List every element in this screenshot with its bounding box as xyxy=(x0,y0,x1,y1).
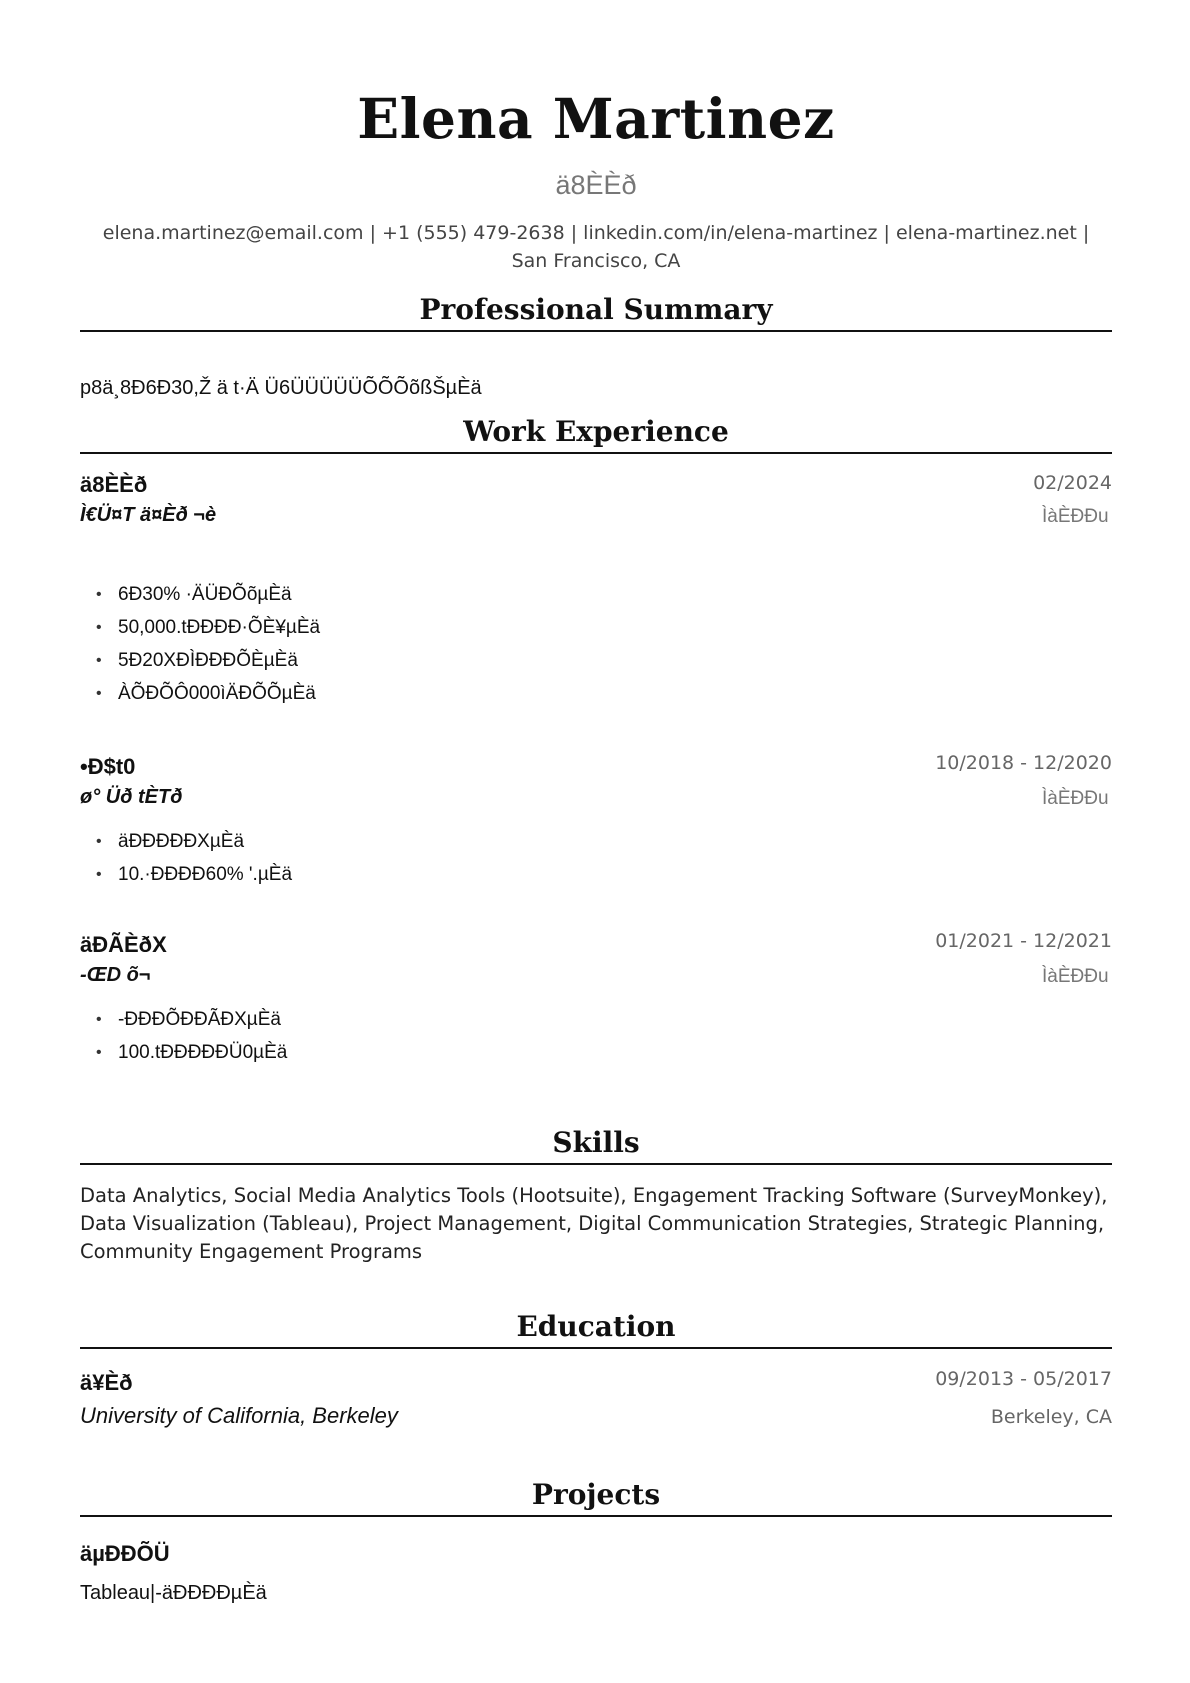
job-company: -ŒD õ¬ xyxy=(80,964,151,986)
project-title: äµÐÐÕÜ xyxy=(80,1541,170,1566)
job-company: ø° Üð tÈTð xyxy=(80,786,183,808)
section-title-education: Education xyxy=(516,1310,676,1343)
contact-line: elena.martinez@email.com | +1 (555) 479-2638 | linkedin.com/in/elena-martinez | elena-martinez.net | San Francisco, CA xyxy=(102,222,1090,272)
job-bullets xyxy=(96,1003,287,1069)
job-bullets xyxy=(96,578,320,710)
section-divider xyxy=(80,1347,1112,1349)
job-title: ä8ÈÈð xyxy=(80,472,148,497)
list-item: • 6Ð30% ·ÄÜÐÕõµÈä xyxy=(96,578,320,611)
job-company: Ì€Ü¤T ä¤Èð ¬è xyxy=(80,504,217,526)
job-location: ÌàÈÐÐu xyxy=(1042,506,1109,527)
section-title-experience: Work Experience xyxy=(463,415,729,448)
list-item: • 100.tÐÐÐÐÐÜ0µÈä xyxy=(96,1036,287,1069)
section-divider xyxy=(80,452,1112,454)
section-title-projects: Projects xyxy=(531,1478,661,1511)
job-location: ÌàÈÐÐu xyxy=(1042,788,1109,809)
list-item: • 10.·ÐÐÐÐ60% '.µÈä xyxy=(96,858,292,891)
education-school: University of California, Berkeley xyxy=(80,1403,398,1428)
section-title-summary: Professional Summary xyxy=(419,293,773,326)
section-divider xyxy=(80,1163,1112,1165)
job-bullets xyxy=(96,825,292,891)
education-date: 09/2013 - 05/2017 xyxy=(935,1368,1112,1390)
candidate-subtitle: ä8ÈÈð xyxy=(555,170,637,200)
section-divider xyxy=(80,330,1112,332)
education-degree: ä¥Èð xyxy=(80,1370,133,1395)
job-title: äÐÃÈðX xyxy=(80,932,167,957)
candidate-name: Elena Martinez xyxy=(357,86,835,151)
job-date: 01/2021 - 12/2021 xyxy=(935,930,1112,952)
education-location: Berkeley, CA xyxy=(990,1406,1112,1428)
job-date: 02/2024 xyxy=(1033,472,1112,494)
job-location: ÌàÈÐÐu xyxy=(1042,966,1109,987)
summary-text: p8ä¸8Ð6Ð30,Ž ä t·Ä Ü6ÜÜÜÜÜÕÕÕõßŠµÈä xyxy=(80,377,482,399)
list-item: • äÐÐÐÐÐXµÈä xyxy=(96,825,292,858)
section-title-skills: Skills xyxy=(552,1126,640,1159)
list-item: • -ÐÐÐÕÐÐÃÐXµÈä xyxy=(96,1003,287,1036)
job-title: •Ð$t0 xyxy=(80,754,136,779)
list-item: • 50,000.tÐÐÐÐ·ÕÈ¥µÈä xyxy=(96,611,320,644)
list-item: • 5Ð20XÐÌÐÐÐÕÈµÈä xyxy=(96,644,320,677)
project-description: Tableau|-äÐÐÐÐµÈä xyxy=(80,1582,267,1604)
list-item: • ÀÕÐÕÔ000ìÄÐÕÕµÈä xyxy=(96,677,320,710)
skills-text: Data Analytics, Social Media Analytics Tools (Hootsuite), Engagement Tracking Software (SurveyMonkey), Data Visualization (Tableau), Project Management, Digital Communication Strategies, Strategic Planning, Community Engagement Programs xyxy=(80,1184,1108,1263)
section-divider xyxy=(80,1515,1112,1517)
job-date: 10/2018 - 12/2020 xyxy=(935,752,1112,774)
